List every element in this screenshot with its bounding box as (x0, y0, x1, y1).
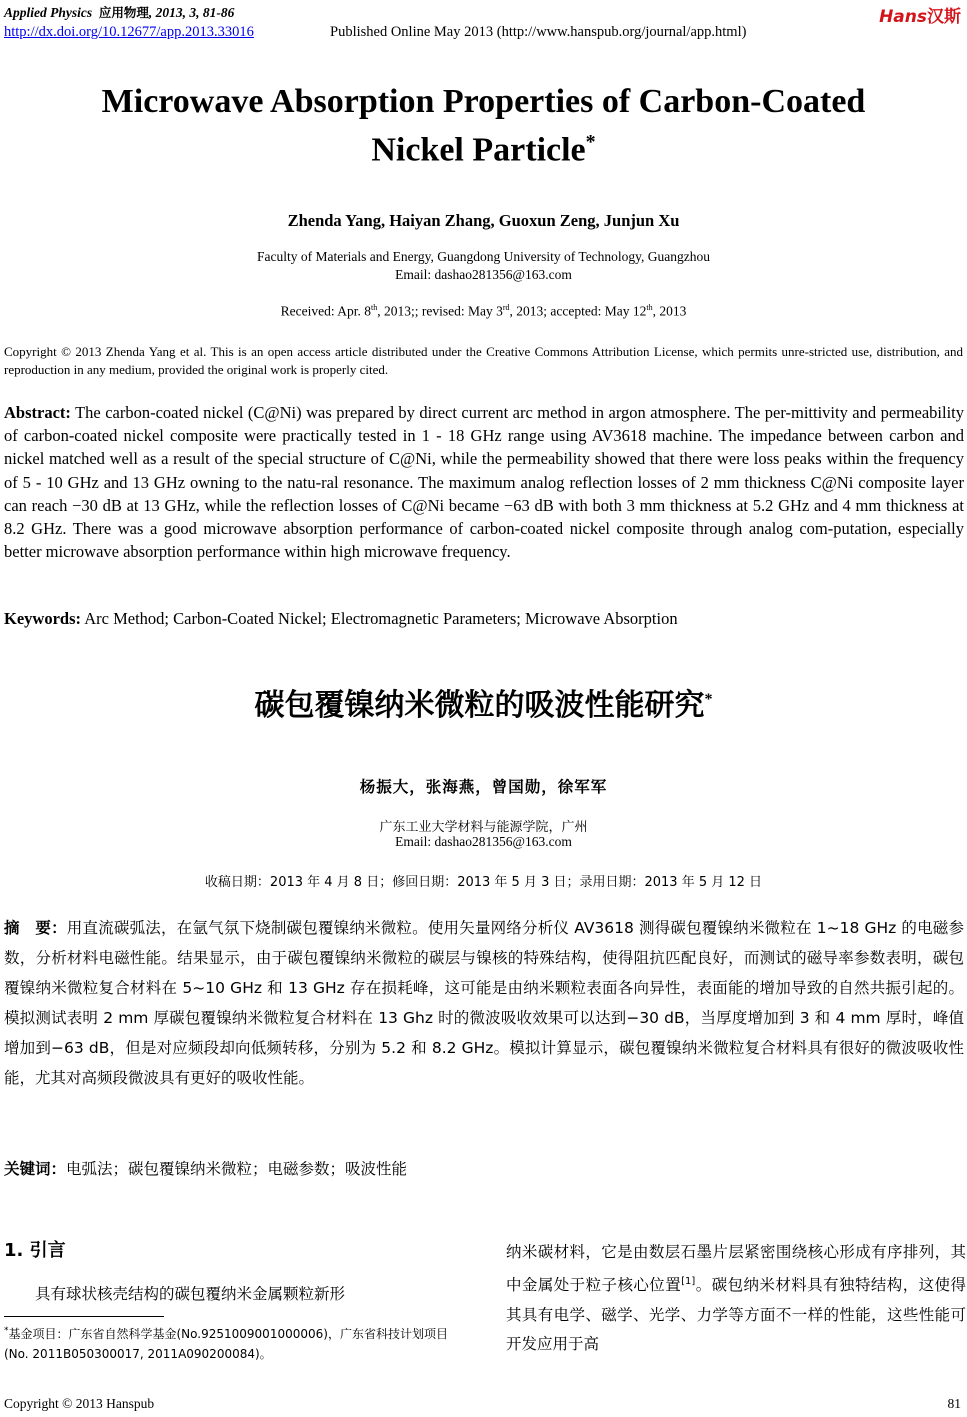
citation-ref[interactable]: [1] (681, 1276, 696, 1288)
chinese-affiliation: 广东工业大学材料与能源学院，广州 (379, 820, 588, 835)
footer-copyright: Copyright © 2013 Hanspub (4, 1396, 155, 1411)
intro-left-column: 具有球状核壳结构的碳包覆纳米金属颗粒新形 (35, 1285, 346, 1303)
abstract (4, 401, 964, 563)
chinese-email: Email: dashao281356@163.com (395, 834, 572, 849)
email: Email: dashao281356@163.com (395, 267, 572, 282)
intro-right-column: 纳米碳材料，它是由数层石墨片层紧密围绕核心形成有序排列，其中金属处于粒子核心位置[1]。碳包纳米材料具有独特结构，这使得其具有电学、磁学、光学、力学等方面不一样的性能，这些性能可开发应用于高 (506, 1243, 966, 1353)
chinese-authors: 杨振大，张海燕，曾国勋，徐军军 (359, 777, 608, 796)
abstract-text: The carbon-coated nickel (C@Ni) was prepared by direct current arc method in argon atmosphere. The per-mittivity and permeability of carbon-coated nickel composite were practically tested in 1 - 18 GHz range using AV3618 machine. The impedance between carbon and nickel matched well as a result of the special structure of C@Ni, while the permeability showed that there were loss peaks within the frequency of 5 - 10 GHz and 13 GHz owning to the natu-ral resonance. The maximum analog reflection losses of 2 mm thickness C@Ni composite layer can reach −30 dB at 13 GHz, while the reflection losses of C@Ni became −63 dB with both 3 mm thickness at 5.2 GHz and 4 mm thickness at 8.2 GHz. There was a good microwave absorption performance of carbon-coated nickel composite through analog com-putation, especially better microwave absorption performance within high microwave frequency. (4, 403, 964, 562)
chinese-abstract: 摘 要：用直流碳弧法，在氩气氛下烧制碳包覆镍纳米微粒。使用矢量网络分析仪 AV3618 测得碳包覆镍纳米微粒在 1~18 GHz 的电磁参数，分析材料电磁性能。结果显示，由于碳包覆镍纳米微粒的碳层与镍核的特殊结构，使得阻抗匹配良好，而测试的磁导率参数表明，碳包覆镍纳米微粒复合材料在 5~10 GHz 和 13 GHz 存在损耗峰，这可能是由纳米颗粒表面各向异性，表面能的增加导致的自然共振引起的。模拟测试表明 2 mm 厚碳包覆镍纳米微粒复合材料在 13 Ghz 时的微波吸收效果可以达到−30 dB，当厚度增加到 3 和 4 mm 厚时，峰值增加到−63 dB，但是对应频段却向低频转移，分别为 5.2 和 8.2 GHz。模拟计算显示，碳包覆镍纳米微粒复合材料具有很好的微波吸收性能，尤其对高频段微波具有更好的吸收性能。 (4, 919, 964, 1087)
abstract-label: Abstract: (4, 403, 71, 422)
journal-name: Applied Physics 应用物理, 2013, 3, 81-86 (4, 5, 235, 20)
affiliation: Faculty of Materials and Energy, Guangdong University of Technology, Guangzhou (256, 249, 711, 264)
received-dates: Received: Apr. 8th, 2013;; revised: May 3rd, 2013; accepted: May 12th, 2013 (280, 303, 687, 319)
hans-logo: Hans汉斯 (879, 7, 961, 27)
copyright-notice: Copyright © 2013 Zhenda Yang et al. This is an open access article distributed under the Creative Commons Attribution License, which permits unre-stricted use, distribution, and reproduction in any medium, provided the original work is properly cited. (4, 344, 963, 377)
chinese-keywords: 关键词：电弧法；碳包覆镍纳米微粒；电磁参数；吸波性能 (4, 1160, 408, 1178)
footnote-rule (4, 1316, 164, 1317)
section-heading-introduction: 1. 引言 (4, 1240, 66, 1261)
paper-title (40, 82, 927, 170)
paper-title-line-1: Microwave Absorption Properties of Carbon-Coated (101, 83, 866, 120)
doi-link[interactable] (4, 24, 254, 41)
footnote: *基金项目：广东省自然科学基金(No.9251009001000006)，广东省科技计划项目(No. 2011B050300017, 2011A090200084)。 (4, 1326, 448, 1361)
paper-title-line-2: Nickel Particle* (371, 131, 596, 169)
chinese-title: 碳包覆镍纳米微粒的吸波性能研究* (254, 688, 713, 723)
authors: Zhenda Yang, Haiyan Zhang, Guoxun Zeng, Junjun Xu (287, 211, 680, 230)
keywords: Keywords: Arc Method; Carbon-Coated Nickel; Electromagnetic Parameters; Microwave Absorption (4, 609, 678, 628)
doi-link-anchor[interactable]: http://dx.doi.org/10.12677/app.2013.33016 (4, 24, 254, 40)
chinese-dates: 收稿日期：2013 年 4 月 8 日；修回日期：2013 年 5 月 3 日；录用日期：2013 年 5 月 12 日 (204, 875, 763, 890)
page-number: 81 (947, 1396, 961, 1411)
published-online-note: Published Online May 2013 (http://www.hanspub.org/journal/app.html) (330, 24, 747, 40)
